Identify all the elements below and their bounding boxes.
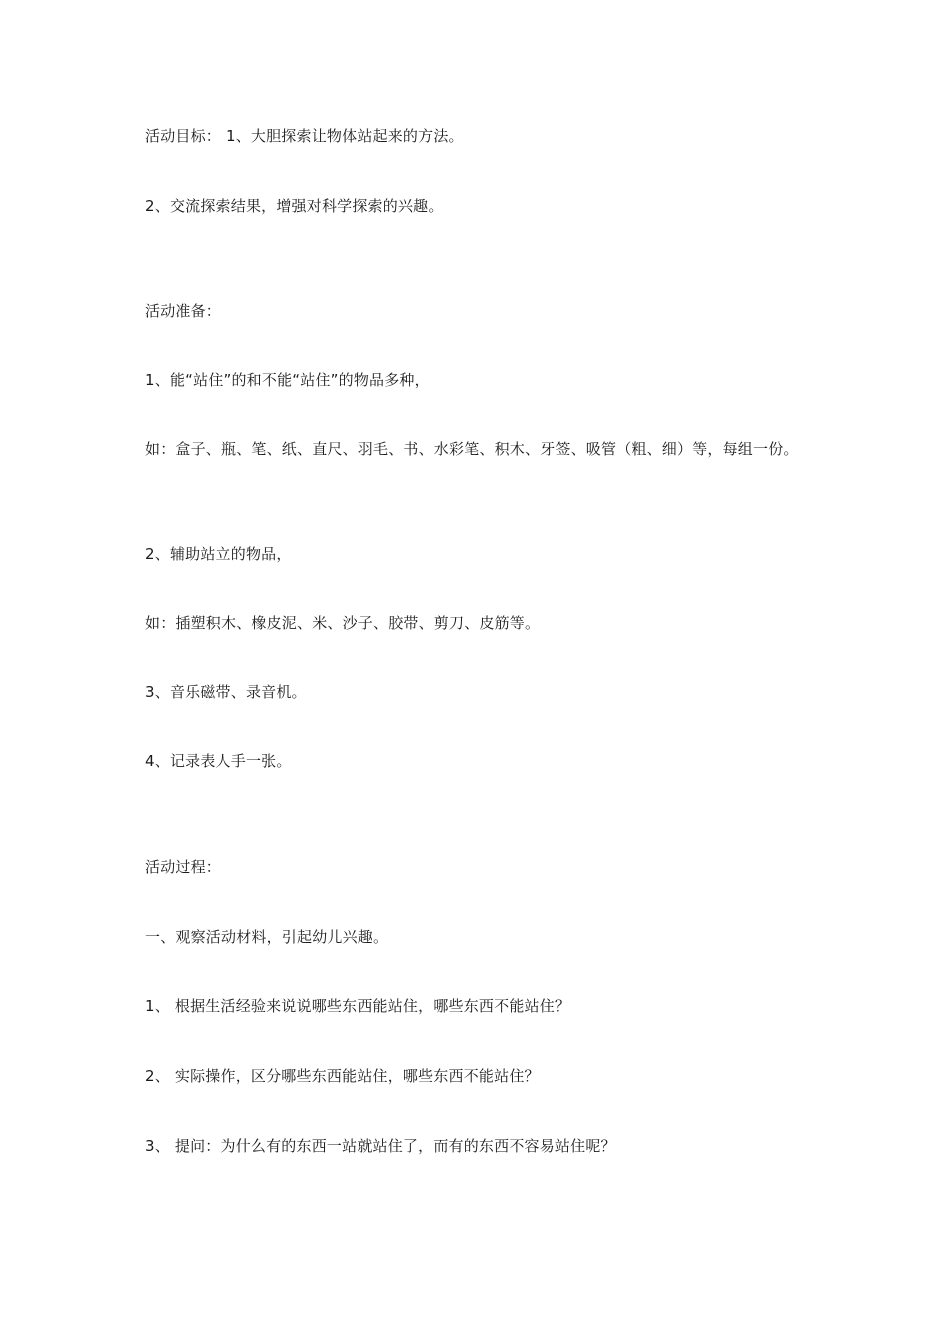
preparation-item-1-examples: 如：盒子、瓶、笔、纸、直尺、羽毛、书、水彩笔、积木、牙签、吸管（粗、细）等，每组一份。 — [145, 440, 799, 458]
process-step-1-sub-2: 2、 实际操作，区分哪些东西能站住，哪些东西不能站住？ — [145, 1067, 540, 1085]
preparation-item-4: 4、记录表人手一张。 — [145, 752, 292, 770]
process-heading: 活动过程： — [145, 858, 222, 876]
preparation-item-2-examples: 如：插塑积木、橡皮泥、米、沙子、胶带、剪刀、皮筋等。 — [145, 614, 541, 632]
preparation-item-1: 1、能“站住”的和不能“站住”的物品多种， — [145, 371, 430, 389]
preparation-item-2: 2、辅助站立的物品， — [145, 545, 292, 563]
process-step-1-sub-1: 1、 根据生活经验来说说哪些东西能站住，哪些东西不能站住？ — [145, 997, 571, 1015]
process-step-1: 一、观察活动材料，引起幼儿兴趣。 — [145, 928, 389, 946]
process-step-1-sub-3: 3、 提问：为什么有的东西一站就站住了，而有的东西不容易站住呢？ — [145, 1137, 616, 1155]
activity-goal-2: 2、交流探索结果，增强对科学探索的兴趣。 — [145, 197, 444, 215]
preparation-heading: 活动准备： — [145, 302, 222, 320]
activity-goal-1: 活动目标： 1、大胆探索让物体站起来的方法。 — [145, 127, 464, 145]
preparation-item-3: 3、音乐磁带、录音机。 — [145, 683, 307, 701]
